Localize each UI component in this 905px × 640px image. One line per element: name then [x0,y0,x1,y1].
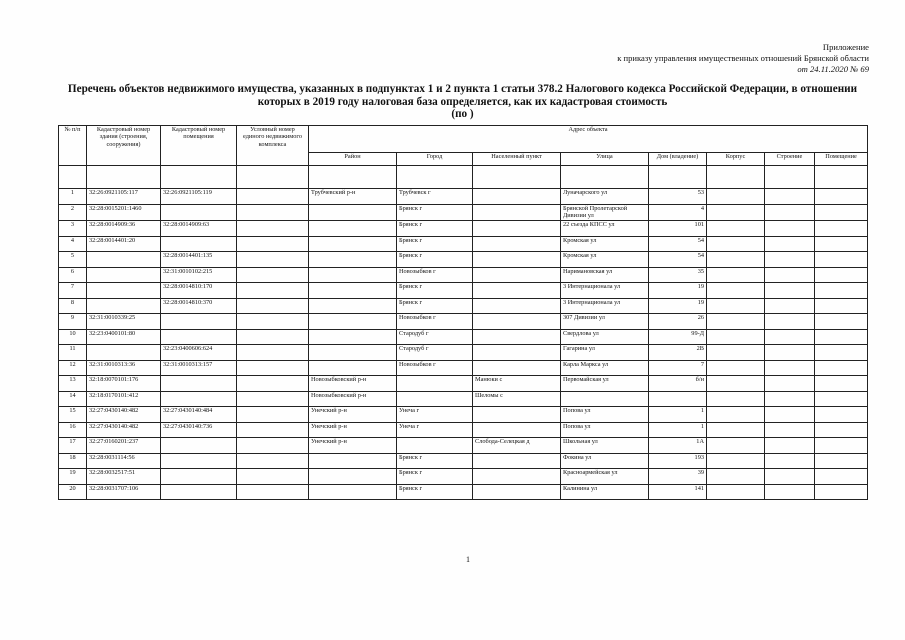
city-cell: Трубчевск г [397,189,473,205]
table-row [59,453,868,469]
street-cell: 307 Дивизии ул [561,314,649,330]
korpus-cell [707,204,765,221]
settlement-cell [473,283,561,299]
house-cell: б/н [649,376,707,392]
district-cell [309,252,397,268]
room-cell [815,204,868,221]
building-cell [765,189,815,205]
room-cell [815,267,868,283]
district-cell [309,469,397,485]
city-cell: Брянск г [397,221,473,237]
building-cadastral-cell: 32:23:0400101:80 [87,329,161,345]
building-cadastral-cell [87,267,161,283]
header-settlement: Населенный пункт [473,153,561,166]
building-cell [765,252,815,268]
row-number: 11 [59,345,87,361]
district-cell [309,298,397,314]
building-cadastral-cell [87,345,161,361]
settlement-cell [473,221,561,237]
building-cell [765,221,815,237]
settlement-cell [473,345,561,361]
room-cadastral-cell: 32:26:0921105:119 [161,189,237,205]
district-cell: Новозыбковский р-н [309,391,397,407]
row-number: 18 [59,453,87,469]
house-cell: 4 [649,204,707,221]
district-cell: Унечский р-н [309,422,397,438]
complex-number-cell [237,314,309,330]
building-cell [765,469,815,485]
building-cell [765,407,815,423]
room-cell [815,236,868,252]
settlement-cell [473,453,561,469]
settlement-cell [473,314,561,330]
city-cell: Брянск г [397,236,473,252]
header-room-cadastral: Кадастровый номер помещения [161,126,237,166]
korpus-cell [707,345,765,361]
house-cell: 19 [649,283,707,299]
district-cell [309,283,397,299]
house-cell: 101 [649,221,707,237]
house-cell: 39 [649,469,707,485]
building-cadastral-cell: 32:31:0010339:25 [87,314,161,330]
street-cell: Калинина ул [561,484,649,500]
korpus-cell [707,189,765,205]
row-number: 12 [59,360,87,376]
building-cell [765,453,815,469]
korpus-cell [707,484,765,500]
building-cadastral-cell: 32:28:0031114:56 [87,453,161,469]
house-cell: 2В [649,345,707,361]
street-cell: Свердлова ул [561,329,649,345]
street-cell: 22 съезда КПСС ул [561,221,649,237]
complex-number-cell [237,221,309,237]
building-cadastral-cell [87,283,161,299]
city-cell: Брянск г [397,298,473,314]
building-cadastral-cell: 32:28:0014909:36 [87,221,161,237]
room-cadastral-cell [161,453,237,469]
city-cell: Новозыбков г [397,360,473,376]
korpus-cell [707,221,765,237]
complex-number-cell [237,236,309,252]
page-number: 1 [466,555,470,564]
street-cell: Кромская ул [561,252,649,268]
room-cell [815,345,868,361]
table-row [59,484,868,500]
header-city: Город [397,153,473,166]
row-number: 17 [59,438,87,454]
document-title [50,83,875,121]
row-number: 16 [59,422,87,438]
table-row [59,204,868,221]
settlement-cell [473,298,561,314]
city-cell: Унеча г [397,422,473,438]
house-cell: 7 [649,360,707,376]
table-row [59,189,868,205]
room-cadastral-cell: 32:31:0010313:157 [161,360,237,376]
korpus-cell [707,453,765,469]
table-row [59,314,868,330]
complex-number-cell [237,252,309,268]
table-row [59,267,868,283]
complex-number-cell [237,453,309,469]
district-cell: Унечский р-н [309,438,397,454]
street-cell: 3 Интернационала ул [561,283,649,299]
room-cadastral-cell [161,314,237,330]
room-cadastral-cell: 32:23:0400606:624 [161,345,237,361]
city-cell: Новозыбков г [397,314,473,330]
korpus-cell [707,252,765,268]
city-cell: Стародуб г [397,345,473,361]
row-number: 3 [59,221,87,237]
row-number: 1 [59,189,87,205]
settlement-cell [473,189,561,205]
building-cadastral-cell: 32:28:0031707:106 [87,484,161,500]
street-cell: Луначарского ул [561,189,649,205]
room-cell [815,376,868,392]
building-cell [765,484,815,500]
district-cell [309,484,397,500]
header-district: Район [309,153,397,166]
building-cell [765,329,815,345]
settlement-cell [473,204,561,221]
table-row [59,376,868,392]
room-cell [815,252,868,268]
table-row [59,221,868,237]
building-cell [765,360,815,376]
building-cadastral-cell: 32:28:0032517:51 [87,469,161,485]
room-cell [815,314,868,330]
house-cell [649,391,707,407]
settlement-cell [473,252,561,268]
street-cell: 3 Интернационала ул [561,298,649,314]
row-number: 8 [59,298,87,314]
district-cell: Трубчевский р-н [309,189,397,205]
row-number: 20 [59,484,87,500]
korpus-cell [707,283,765,299]
header-num: № п/п [59,126,87,166]
table-row [59,329,868,345]
house-cell: 141 [649,484,707,500]
room-cell [815,469,868,485]
korpus-cell [707,438,765,454]
building-cadastral-cell: 32:31:0010313:36 [87,360,161,376]
room-cell [815,453,868,469]
room-cadastral-cell: 32:28:0014909:63 [161,221,237,237]
complex-number-cell [237,189,309,205]
room-cadastral-cell [161,329,237,345]
house-cell: 53 [649,189,707,205]
title-line-3: (по ) [451,108,474,121]
street-cell: Попова ул [561,422,649,438]
room-cadastral-cell [161,391,237,407]
property-table [58,125,868,500]
district-cell: Новозыбковский р-н [309,376,397,392]
room-cell [815,283,868,299]
complex-number-cell [237,345,309,361]
street-cell: Школьная ул [561,438,649,454]
city-cell: Брянск г [397,283,473,299]
settlement-cell: Шеломы с [473,391,561,407]
district-cell [309,345,397,361]
korpus-cell [707,422,765,438]
street-cell: Первомайская ул [561,376,649,392]
settlement-cell: Слобода-Селецкая д [473,438,561,454]
header-street: Улица [561,153,649,166]
room-cadastral-cell [161,484,237,500]
city-cell: Стародуб г [397,329,473,345]
table-body [59,189,868,500]
city-cell: Брянск г [397,252,473,268]
row-number: 13 [59,376,87,392]
house-cell: 1 [649,407,707,423]
complex-number-cell [237,267,309,283]
complex-number-cell [237,376,309,392]
room-cell [815,189,868,205]
city-cell: Брянск г [397,453,473,469]
table-row [59,469,868,485]
city-cell [397,438,473,454]
table-row [59,283,868,299]
city-cell: Брянск г [397,484,473,500]
building-cadastral-cell: 32:28:0015201:1460 [87,204,161,221]
district-cell [309,314,397,330]
room-cell [815,391,868,407]
korpus-cell [707,329,765,345]
room-cell [815,221,868,237]
house-cell: 26 [649,314,707,330]
korpus-cell [707,360,765,376]
room-cadastral-cell: 32:27:0430140:736 [161,422,237,438]
room-cell [815,422,868,438]
room-cell [815,438,868,454]
room-cell [815,329,868,345]
settlement-cell [473,236,561,252]
house-cell: 35 [649,267,707,283]
table-row [59,360,868,376]
street-cell: Фокина ул [561,453,649,469]
city-cell: Унеча г [397,407,473,423]
settlement-cell [473,360,561,376]
row-number: 7 [59,283,87,299]
settlement-cell [473,484,561,500]
complex-number-cell [237,391,309,407]
building-cadastral-cell: 32:18:0070101:176 [87,376,161,392]
building-cell [765,267,815,283]
row-number: 19 [59,469,87,485]
room-cadastral-cell [161,376,237,392]
street-cell: Кромская ул [561,236,649,252]
row-number: 4 [59,236,87,252]
building-cadastral-cell [87,252,161,268]
street-cell: Красноармейская ул [561,469,649,485]
korpus-cell [707,267,765,283]
table-row [59,438,868,454]
complex-number-cell [237,422,309,438]
order-date-number: от 24.11.2020 № 69 [797,64,869,74]
korpus-cell [707,314,765,330]
title-line-1: Перечень объектов недвижимого имущества, указанных в подпунктах 1 и 2 пункта 1 статьи 378.2 Налогового кодекса Российской Федерации, в отношении [67,83,858,95]
district-cell [309,453,397,469]
order-reference: к приказу управления имущественных отношений Брянской области [617,53,869,63]
table-row [59,391,868,407]
table-row [59,252,868,268]
table-row [59,236,868,252]
house-cell: 54 [649,252,707,268]
building-cell [765,298,815,314]
room-cadastral-cell [161,438,237,454]
building-cell [765,283,815,299]
table-header-row [59,126,868,153]
korpus-cell [707,298,765,314]
table-row [59,407,868,423]
street-cell: Карла Маркса ул [561,360,649,376]
building-cadastral-cell: 32:27:0430140:482 [87,422,161,438]
settlement-cell [473,267,561,283]
street-cell: Гагарина ул [561,345,649,361]
title-line-2: которых в 2019 году налоговая база определяется, как их кадастровая стоимость [257,95,668,108]
building-cell [765,204,815,221]
building-cadastral-cell: 32:27:0160201:237 [87,438,161,454]
house-cell: 193 [649,453,707,469]
house-cell: 1А [649,438,707,454]
header-building: Строение [765,153,815,166]
house-cell: 1 [649,422,707,438]
district-cell [309,267,397,283]
room-cadastral-cell [161,469,237,485]
district-cell [309,204,397,221]
building-cadastral-cell: 32:28:0014401:20 [87,236,161,252]
header-complex-number: Условный номер единого недвижимого комплекса [237,126,309,166]
complex-number-cell [237,407,309,423]
complex-number-cell [237,438,309,454]
header-korpus: Корпус [707,153,765,166]
building-cell [765,314,815,330]
korpus-cell [707,376,765,392]
house-cell: 54 [649,236,707,252]
city-cell: Новозыбков г [397,267,473,283]
header-address: Адрес объекта [309,126,868,153]
korpus-cell [707,236,765,252]
building-cell [765,345,815,361]
street-cell: Попова ул [561,407,649,423]
street-cell: Брянской Пролетарской Дивизии ул [561,204,649,221]
complex-number-cell [237,329,309,345]
appendix-header [617,42,869,75]
street-cell: Наримановская ул [561,267,649,283]
district-cell [309,329,397,345]
complex-number-cell [237,360,309,376]
district-cell [309,236,397,252]
building-cadastral-cell: 32:26:0921105:117 [87,189,161,205]
settlement-cell [473,407,561,423]
building-cadastral-cell: 32:18:0170101:412 [87,391,161,407]
table-row [59,298,868,314]
room-cell [815,298,868,314]
city-cell [397,376,473,392]
korpus-cell [707,469,765,485]
room-cadastral-cell [161,236,237,252]
row-number: 10 [59,329,87,345]
house-cell: 99-Д [649,329,707,345]
building-cell [765,438,815,454]
header-house: Дом (владение) [649,153,707,166]
room-cadastral-cell: 32:27:0430140:484 [161,407,237,423]
header-building-cadastral: Кадастровый номер здания (строения, сооружения) [87,126,161,166]
korpus-cell [707,391,765,407]
room-cadastral-cell: 32:31:0010102:215 [161,267,237,283]
room-cadastral-cell: 32:28:0014810:170 [161,283,237,299]
building-cell [765,236,815,252]
room-cell [815,360,868,376]
settlement-cell: Манюки с [473,376,561,392]
appendix-label: Приложение [822,42,869,52]
city-cell: Брянск г [397,469,473,485]
house-cell: 19 [649,298,707,314]
complex-number-cell [237,484,309,500]
city-cell: Брянск г [397,204,473,221]
settlement-cell [473,469,561,485]
building-cadastral-cell [87,298,161,314]
district-cell: Унечский р-н [309,407,397,423]
row-number: 5 [59,252,87,268]
row-number: 2 [59,204,87,221]
header-room: Помещение [815,153,868,166]
district-cell [309,221,397,237]
building-cell [765,422,815,438]
korpus-cell [707,407,765,423]
room-cell [815,407,868,423]
table-row [59,422,868,438]
complex-number-cell [237,283,309,299]
room-cadastral-cell: 32:28:0014810:370 [161,298,237,314]
room-cadastral-cell [161,204,237,221]
building-cell [765,376,815,392]
row-number: 14 [59,391,87,407]
complex-number-cell [237,204,309,221]
room-cell [815,484,868,500]
settlement-cell [473,329,561,345]
building-cell [765,391,815,407]
row-number: 15 [59,407,87,423]
table-row [59,345,868,361]
building-cadastral-cell: 32:27:0430140:482 [87,407,161,423]
street-cell [561,391,649,407]
complex-number-cell [237,298,309,314]
row-number: 9 [59,314,87,330]
complex-number-cell [237,469,309,485]
row-number: 6 [59,267,87,283]
room-cadastral-cell: 32:28:0014401:135 [161,252,237,268]
settlement-cell [473,422,561,438]
district-cell [309,360,397,376]
city-cell [397,391,473,407]
header-spacer-row [59,166,868,189]
